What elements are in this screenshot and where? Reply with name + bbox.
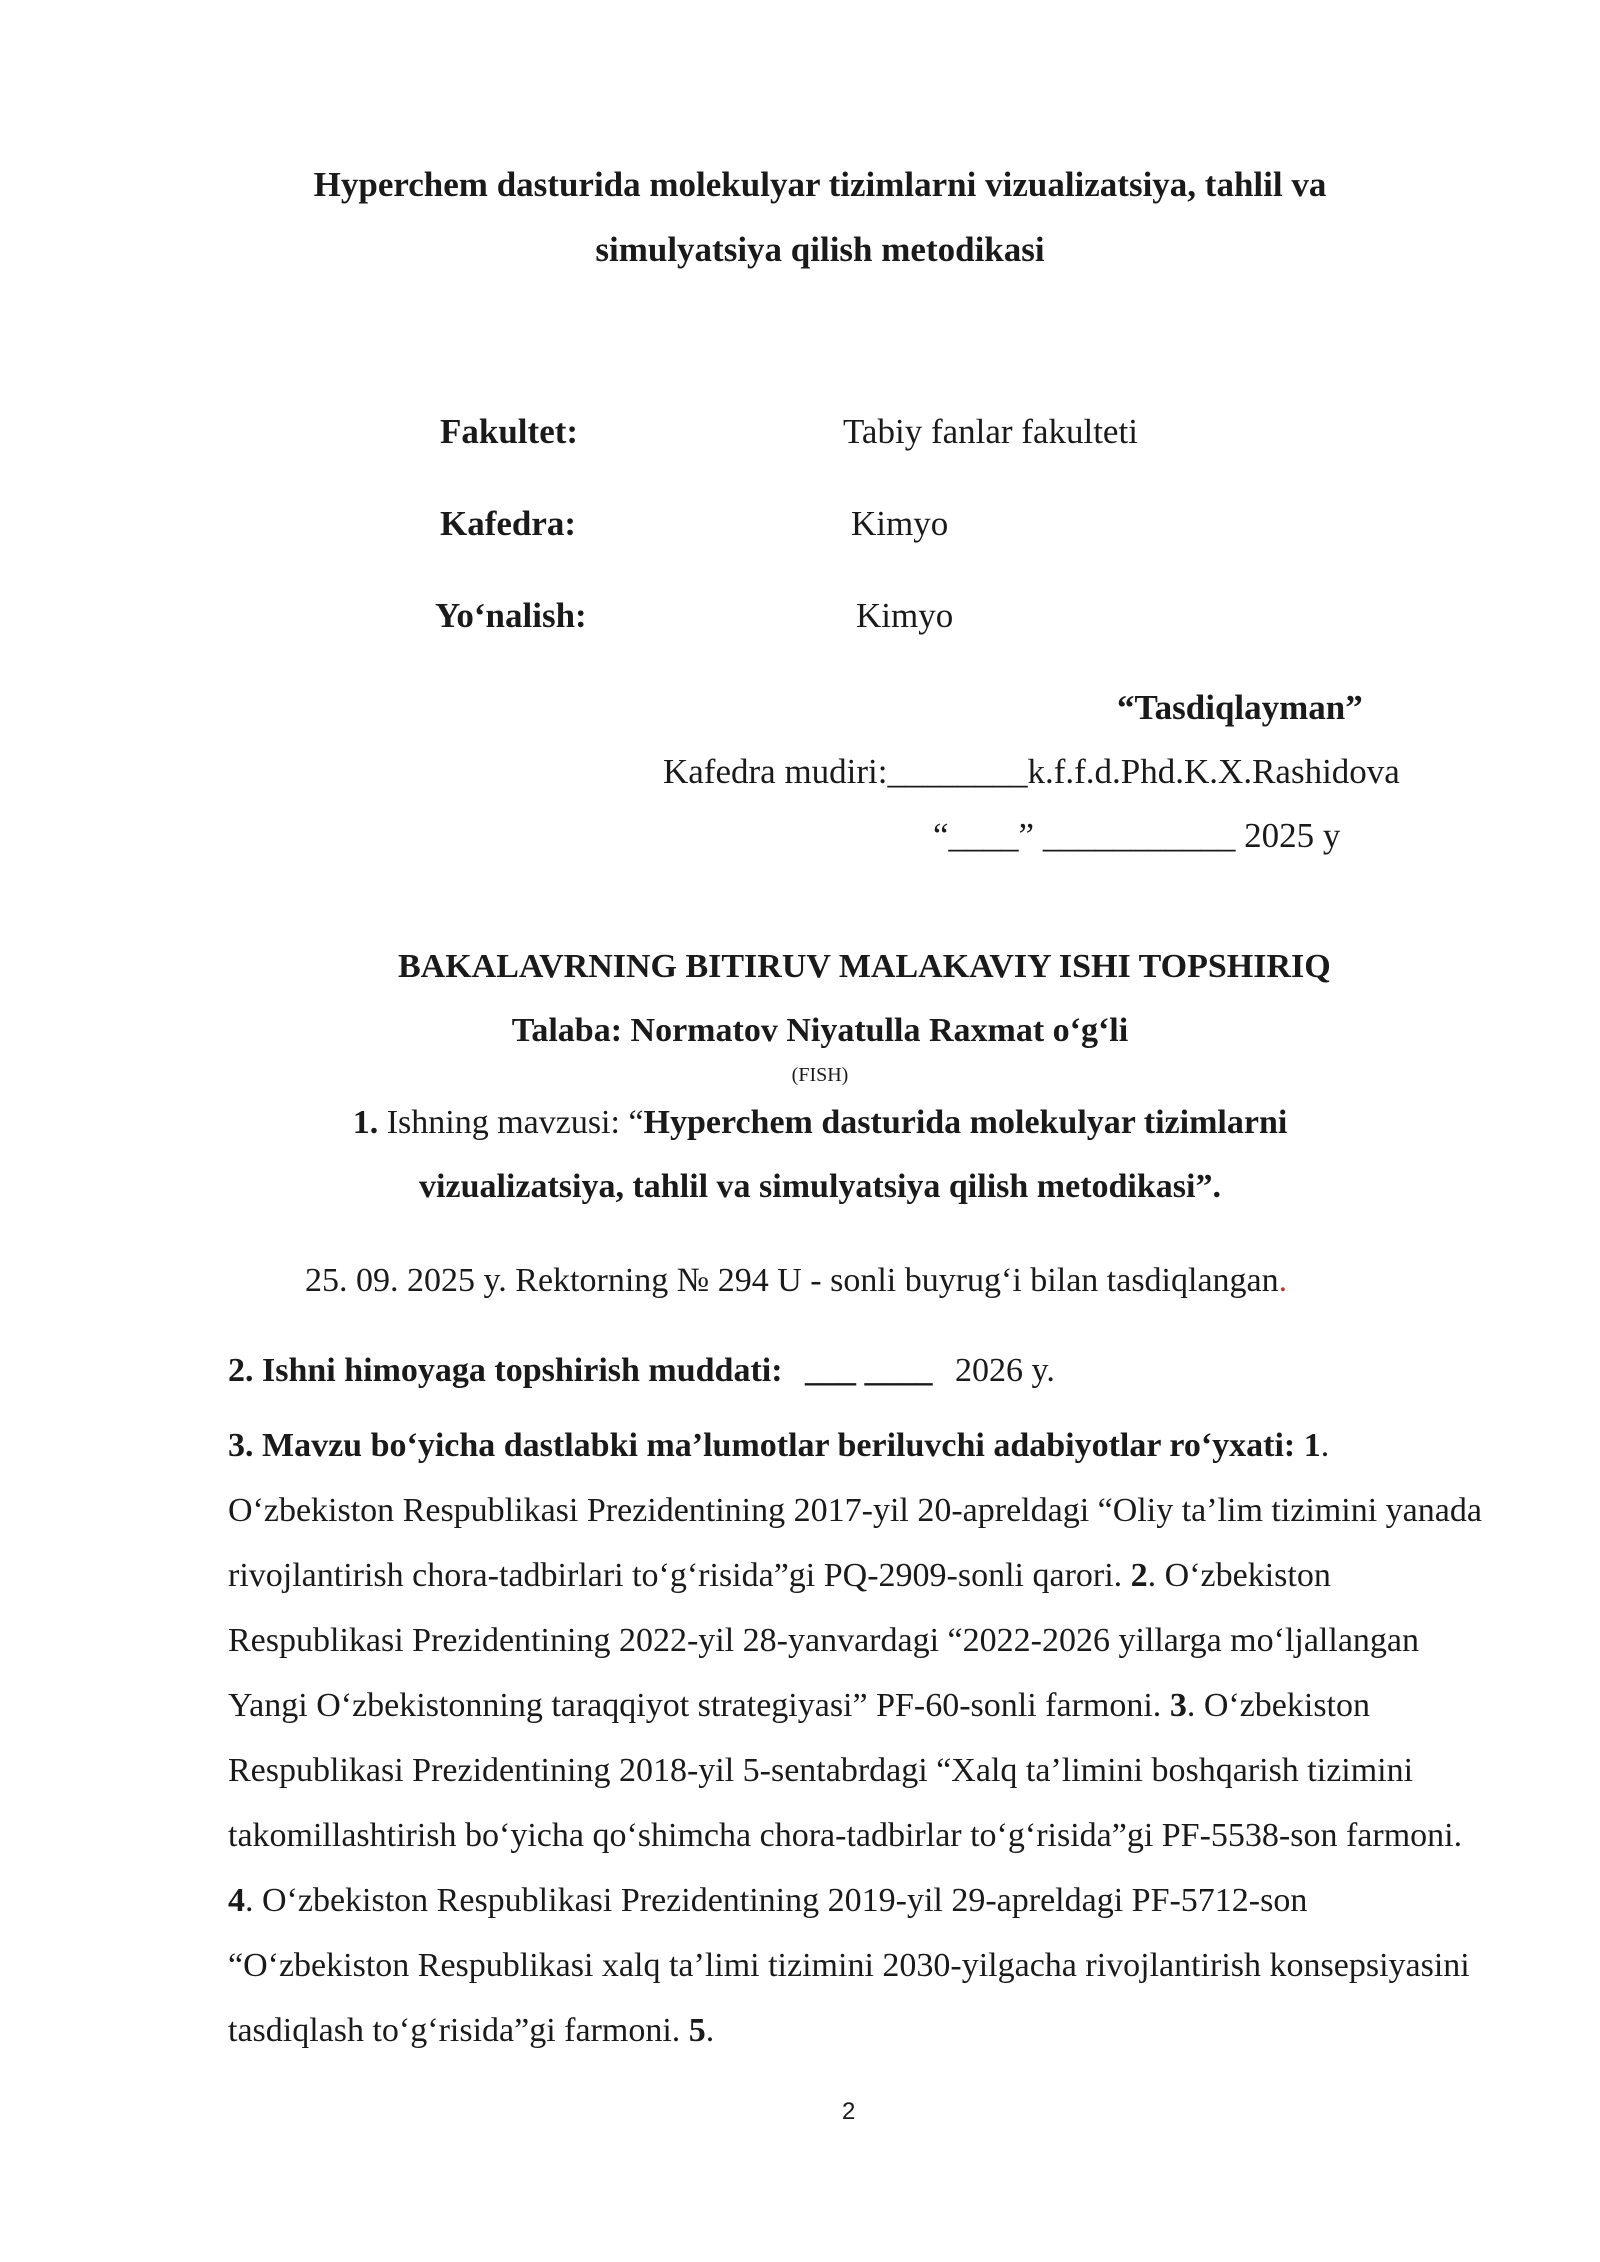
faculty-value: Tabiy fanlar fakulteti	[843, 412, 1138, 451]
rector-order-line	[305, 1262, 1287, 1300]
direction-label: Yo‘nalish:	[435, 596, 587, 635]
approval-heading: “Tasdiqlayman”	[1117, 688, 1363, 727]
reference-3-number: 3	[1169, 1687, 1187, 1724]
page-number: 2	[842, 2098, 856, 2125]
reference-1-number: 1	[1303, 1427, 1321, 1464]
direction-value: Kimyo	[856, 596, 954, 635]
item-1-topic-part-1: Hyperchem dasturida molekulyar tizimlarni	[643, 1104, 1288, 1141]
approval-date-line: “____” ___________ 2025 y	[933, 816, 1341, 855]
reference-2-text: . O‘zbekiston Respublikasi Prezidentining 2022-yil 28-yanvardagi “2022-2026 yillarga mo‘ljallangan Yangi O‘zbekistonning taraqqiyot strategiyasi” PF-60-sonli farmoni.	[228, 1557, 1419, 1724]
student-name: Talaba: Normatov Niyatulla Raxmat o‘g‘li	[511, 1012, 1129, 1049]
rector-order-dot: .	[1278, 1262, 1288, 1299]
defense-deadline-blanks: ___ ____	[805, 1352, 933, 1389]
faculty-label: Fakultet:	[440, 412, 579, 451]
department-value: Kimyo	[851, 504, 949, 543]
department-head-line: Kafedra mudiri:________k.f.f.d.Phd.K.X.Rashidova	[663, 752, 1400, 791]
reference-2-number: 2	[1130, 1557, 1148, 1594]
rector-order-text: 25. 09. 2025 y. Rektorning № 294 U - sonli buyrug‘i bilan tasdiqlangan	[305, 1262, 1279, 1299]
reference-4-text: . O‘zbekiston Respublikasi Prezidentining 2019-yil 29-apreldagi PF-5712-son “O‘zbekiston Respublikasi xalq ta’limi tizimini 2030-yilgacha rivojlantirish konsepsiyasini tasdiqlash to‘g‘risida”gi farmoni.	[228, 1882, 1470, 2049]
title-line-2: simulyatsiya qilish metodikasi	[595, 230, 1045, 269]
item-1-number: 1.	[352, 1104, 379, 1141]
defense-deadline-label: 2. Ishni himoyaga topshirish muddati:	[228, 1352, 783, 1389]
task-heading: BAKALAVRNING BITIRUV MALAKAVIY ISHI TOPSHIRIQ	[398, 948, 1331, 985]
reference-5-dot: .	[705, 2012, 715, 2049]
topic-line-2: vizualizatsiya, tahlil va simulyatsiya qilish metodikasi”.	[419, 1168, 1221, 1205]
defense-deadline-year: 2026 y.	[955, 1352, 1055, 1389]
fish-caption: (FISH)	[791, 1064, 849, 1086]
defense-deadline-line	[228, 1352, 1055, 1390]
department-label: Kafedra:	[440, 504, 577, 543]
item-1-label: Ishning mavzusi: “	[378, 1104, 644, 1141]
reference-1-text: . O‘zbekiston Respublikasi Prezidentining 2017-yil 20-apreldagi “Oliy ta’lim tizimini yanada rivojlantirish chora-tadbirlari to‘g‘risida”gi PQ-2909-sonli qarori.	[228, 1427, 1482, 1594]
reference-5-number: 5	[688, 2012, 706, 2049]
topic-line-1	[200, 1104, 1440, 1142]
reference-4-number: 4	[228, 1882, 245, 1919]
document-title	[200, 152, 1440, 282]
references-label: 3. Mavzu bo‘yicha dastlabki ma’lumotlar beriluvchi adabiyotlar ro‘yxati:	[228, 1427, 1304, 1464]
reference-3-text: . O‘zbekiston Respublikasi Prezidentining 2018-yil 5-sentabrdagi “Xalq ta’limini boshqarish tizimini takomillashtirish bo‘yicha qo‘shimcha chora-tadbirlar to‘g‘risida”gi PF-5538-son farmoni.	[228, 1687, 1463, 1854]
title-line-1: Hyperchem dasturida molekulyar tizimlarni vizualizatsiya, tahlil va	[313, 165, 1327, 204]
references-paragraph	[228, 1413, 1488, 2063]
